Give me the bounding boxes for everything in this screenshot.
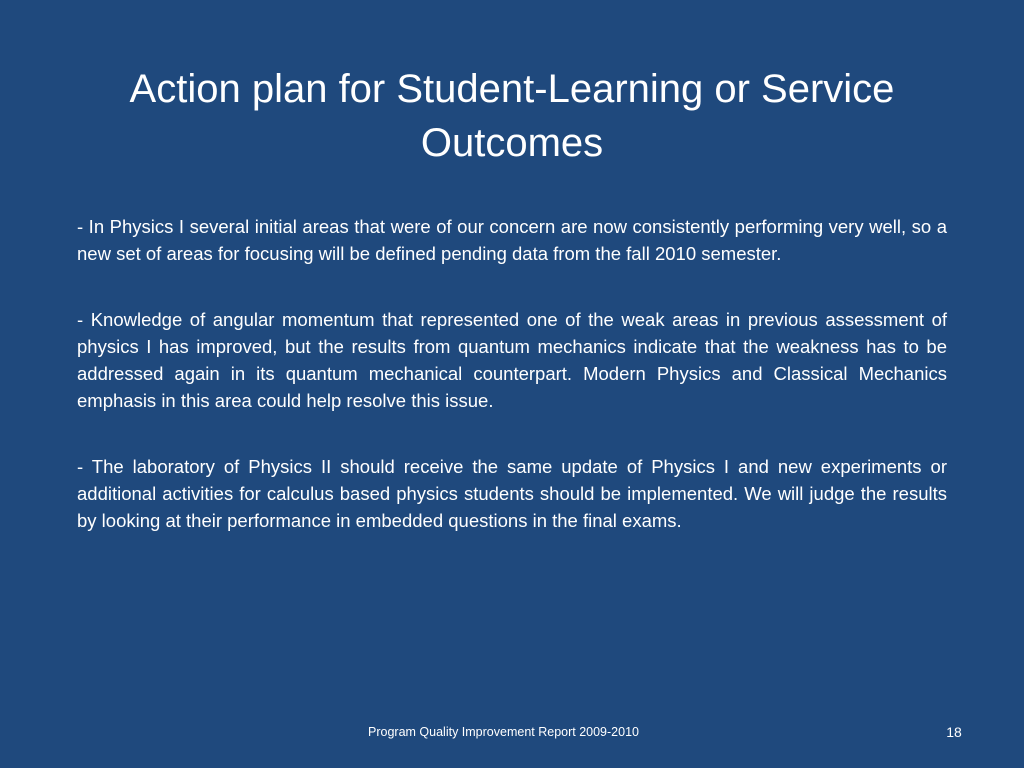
paragraph-physics-1: - In Physics I several initial areas that were of our concern are now consistently performing very well, so a new set of areas for focusing will be defined pending data from the fall 2010 semester. xyxy=(77,216,947,265)
slide-body xyxy=(77,213,947,573)
paragraph-angular-momentum: - Knowledge of angular momentum that represented one of the weak areas in previous assessment of physics I has improved, but the results from quantum mechanics indicate that the weakness has to be addressed again in its quantum mechanical counterpart. Modern Physics and Classical Mechanics emphasis in this area could help resolve this issue. xyxy=(77,308,947,412)
page-number: 18 xyxy=(946,724,962,740)
paragraph-laboratory: - The laboratory of Physics II should receive the same update of Physics I and new experiments or additional activities for calculus based physics students should be implemented. We will judge the results by looking at their performance in embedded questions in the final exams. xyxy=(77,455,947,532)
slide-title: Action plan for Student-Learning or Service Outcomes xyxy=(129,67,895,165)
footer-text: Program Quality Improvement Report 2009-2010 xyxy=(368,725,639,739)
